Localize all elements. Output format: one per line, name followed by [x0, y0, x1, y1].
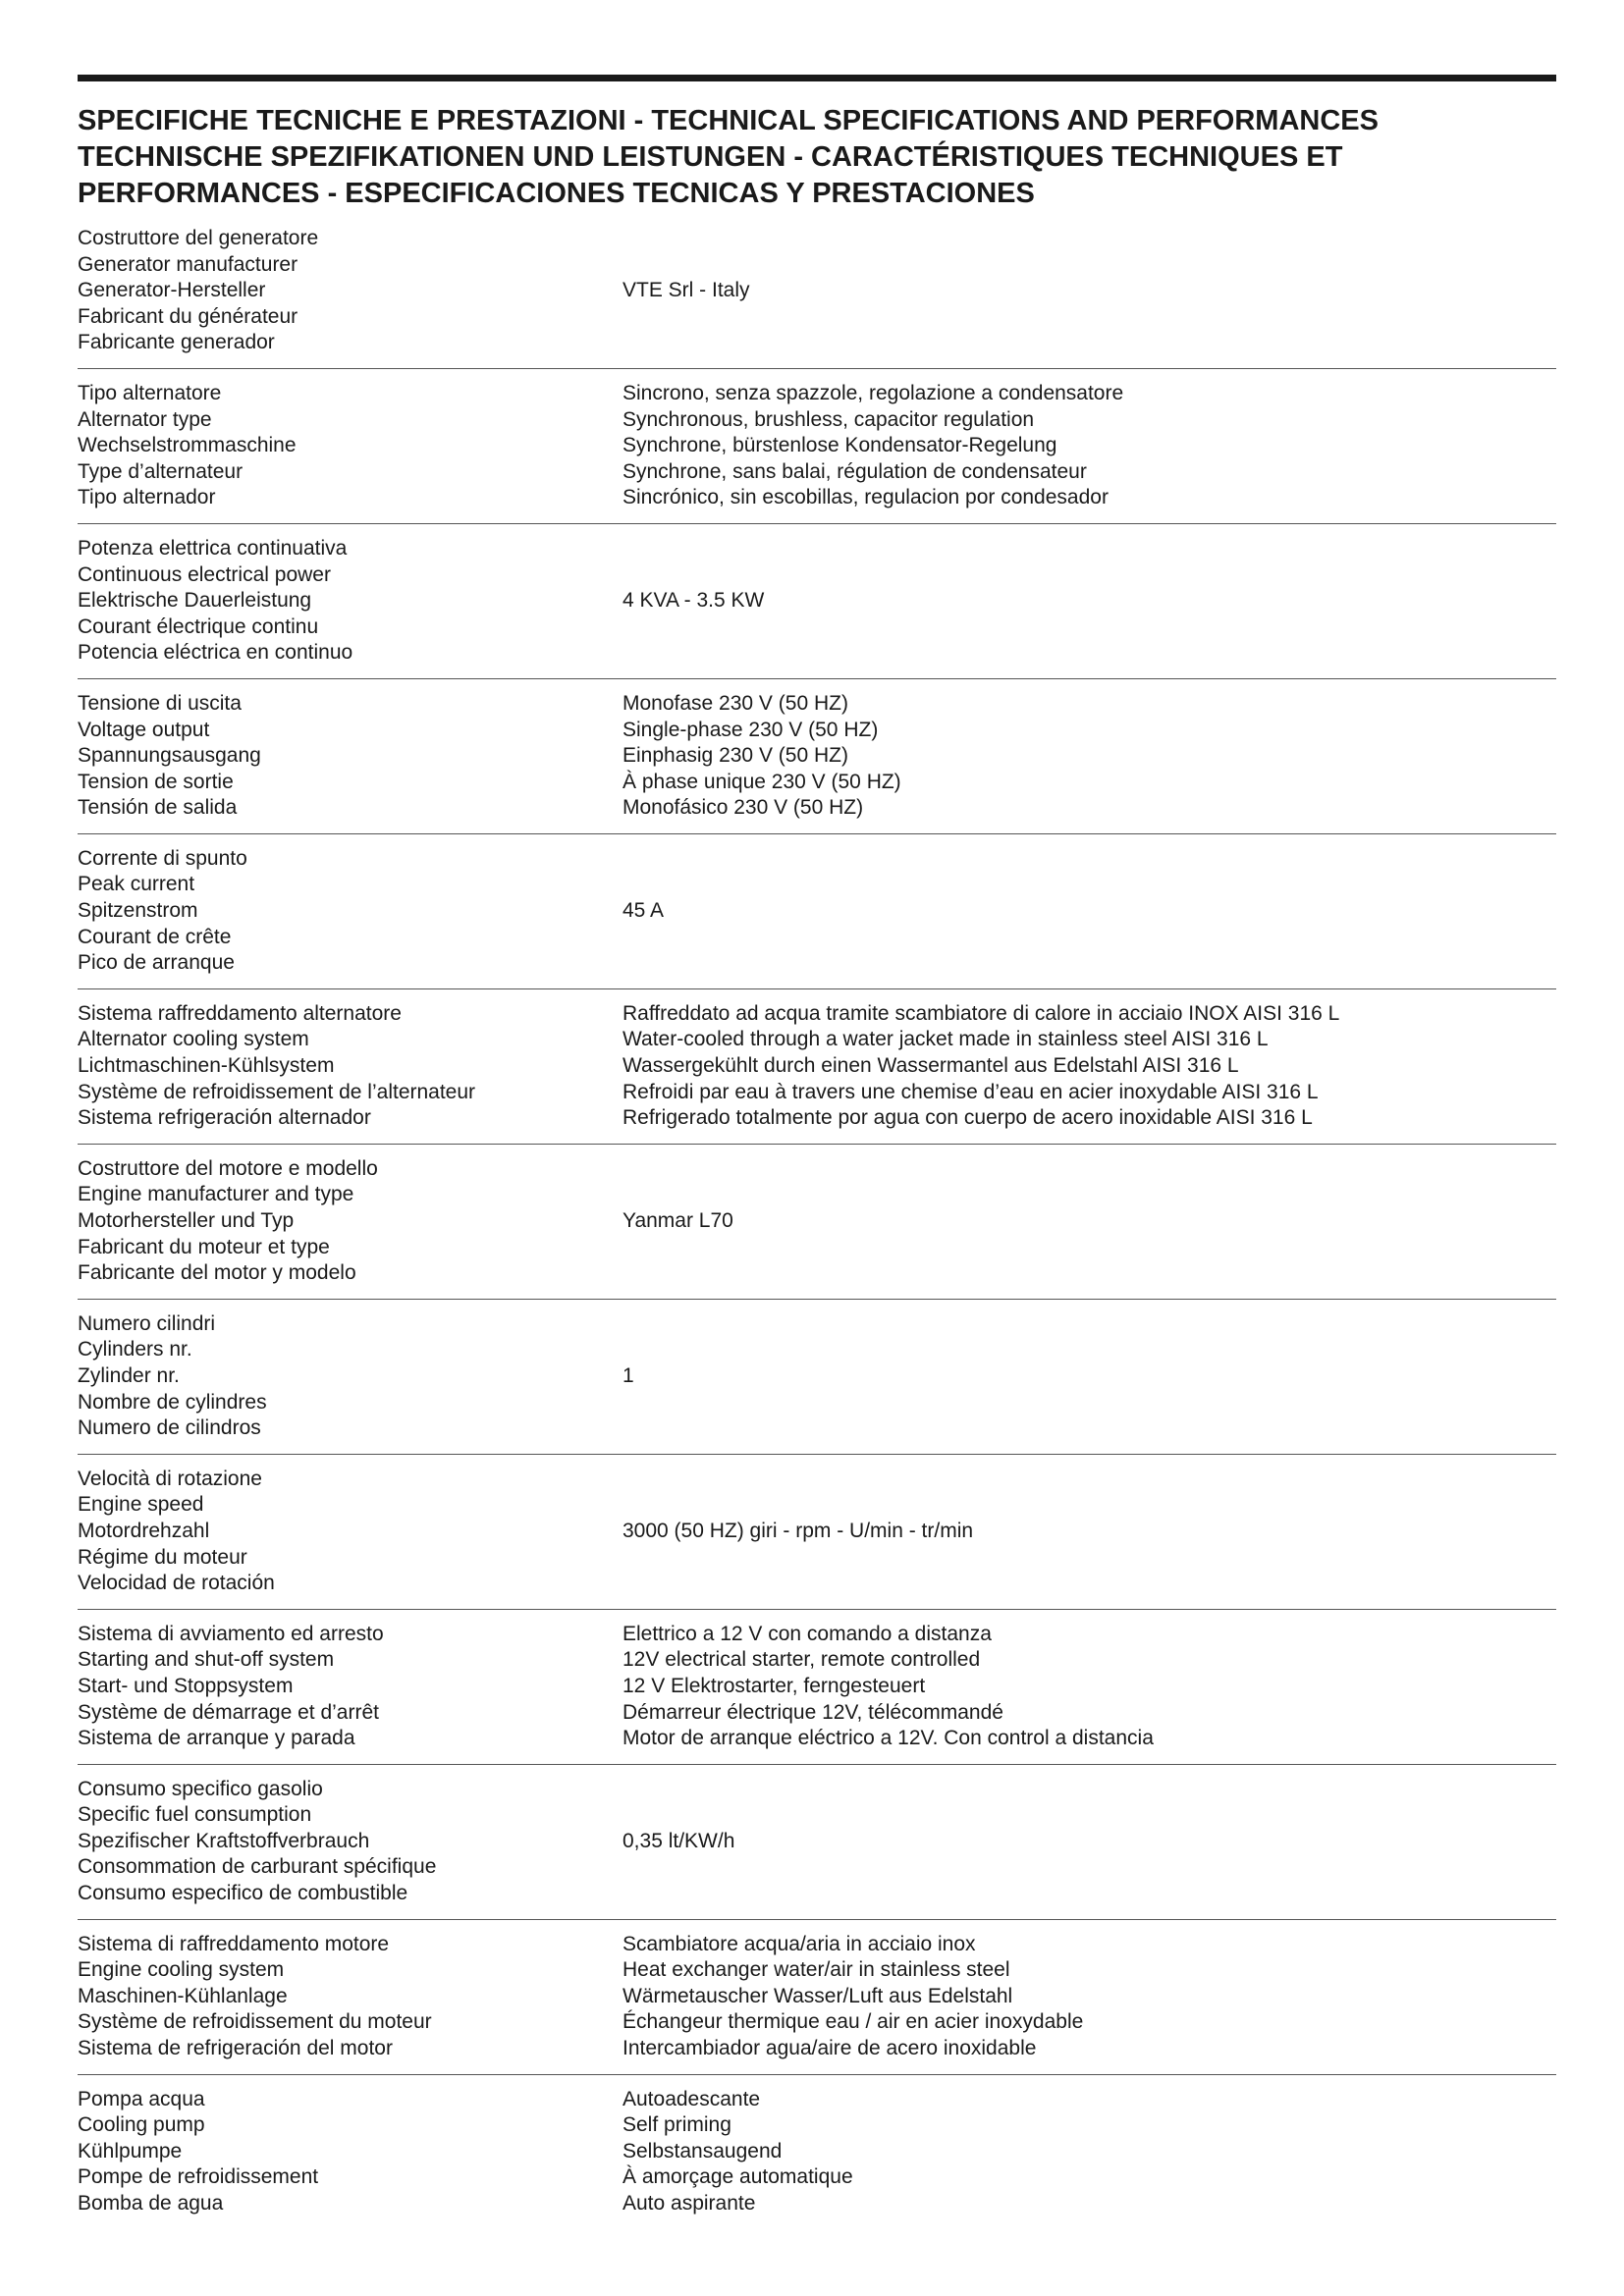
spec-values — [623, 1777, 1556, 1907]
spec-label: Spezifischer Kraftstoffverbrauch — [78, 1829, 370, 1852]
spec-values — [623, 846, 1556, 977]
spec-label: Motorhersteller und Typ — [78, 1209, 295, 1232]
spec-value: 1 — [623, 1363, 634, 1387]
spec-label: Numero cilindri — [78, 1311, 216, 1335]
spec-values — [623, 691, 1556, 822]
spec-value: Autoadescante — [623, 2087, 761, 2110]
spec-labels — [78, 536, 623, 667]
spec-label: Tipo alternatore — [78, 381, 222, 404]
spec-row — [78, 989, 1556, 1145]
spec-label: Kühlpumpe — [78, 2139, 183, 2163]
spec-label: Lichtmaschinen-Kühlsystem — [78, 1054, 335, 1078]
spec-label: Engine manufacturer and type — [78, 1183, 354, 1206]
spec-label: Generator manufacturer — [78, 252, 298, 276]
spec-labels — [78, 2087, 623, 2217]
spec-label: Engine speed — [78, 1493, 204, 1517]
title-line: PERFORMANCES - ESPECIFICACIONES TECNICAS Y PRESTACIONES — [78, 178, 1035, 209]
spec-values — [623, 1622, 1556, 1752]
spec-label: Sistema di avviamento ed arresto — [78, 1622, 384, 1645]
spec-value: À phase unique 230 V (50 HZ) — [623, 770, 901, 793]
spec-label: Nombre de cylindres — [78, 1390, 267, 1414]
spec-row — [78, 1455, 1556, 1610]
spec-values — [623, 1932, 1556, 2062]
spec-value: Monofásico 230 V (50 HZ) — [623, 796, 864, 820]
spec-label: Type d’alternateur — [78, 459, 244, 483]
spec-values — [623, 1311, 1556, 1442]
spec-label: Système de refroidissement du moteur — [78, 2010, 432, 2034]
spec-value: Refroidi par eau à travers une chemise d’eau en acier inoxydable AISI 316 L — [623, 1080, 1319, 1103]
spec-row — [78, 1610, 1556, 1765]
spec-value: Démarreur électrique 12V, télécommandé — [623, 1700, 1003, 1724]
spec-label: Wechselstrommaschine — [78, 434, 297, 457]
spec-value: Heat exchanger water/air in stainless steel — [623, 1958, 1010, 1982]
spec-value: Sincrono, senza spazzole, regolazione a condensatore — [623, 381, 1124, 404]
spec-value: Self priming — [623, 2113, 731, 2137]
spec-label: Pompa acqua — [78, 2087, 205, 2110]
page-title — [78, 103, 1556, 212]
spec-label: Tipo alternador — [78, 486, 216, 509]
spec-value: Raffreddato ad acqua tramite scambiatore di calore in acciaio INOX AISI 316 L — [623, 1001, 1340, 1025]
spec-label: Generator-Hersteller — [78, 279, 266, 302]
spec-value: Synchrone, bürstenlose Kondensator-Regelung — [623, 434, 1057, 457]
spec-label: Peak current — [78, 873, 195, 896]
spec-value: Auto aspirante — [623, 2192, 756, 2215]
spec-label: Cylinders nr. — [78, 1338, 192, 1362]
spec-label: Système de démarrage et d’arrêt — [78, 1700, 379, 1724]
spec-value: Wassergekühlt durch einen Wassermantel aus Edelstahl AISI 316 L — [623, 1054, 1239, 1078]
spec-values — [623, 1156, 1556, 1287]
spec-row — [78, 1145, 1556, 1300]
spec-table — [78, 226, 1556, 2229]
spec-labels — [78, 846, 623, 977]
spec-label: Velocità di rotazione — [78, 1467, 262, 1490]
spec-value: 45 A — [623, 899, 665, 923]
title-line: TECHNISCHE SPEZIFIKATIONEN UND LEISTUNGEN - CARACTÉRISTIQUES TECHNIQUES ET — [78, 141, 1343, 173]
spec-label: Potenza elettrica continuativa — [78, 536, 348, 560]
spec-label: Bomba de agua — [78, 2192, 224, 2215]
spec-label: Consumo specifico gasolio — [78, 1777, 323, 1800]
spec-values — [623, 226, 1556, 356]
spec-label: Fabricant du générateur — [78, 304, 298, 328]
spec-value: Yanmar L70 — [623, 1209, 733, 1232]
spec-label: Sistema di raffreddamento motore — [78, 1932, 390, 1955]
spec-value: 4 KVA - 3.5 KW — [623, 589, 765, 613]
spec-label: Starting and shut-off system — [78, 1648, 335, 1672]
spec-label: Tension de sortie — [78, 770, 234, 793]
spec-row — [78, 2075, 1556, 2229]
spec-values — [623, 381, 1556, 511]
spec-label: Système de refroidissement de l’alternateur — [78, 1080, 476, 1103]
spec-label: Corrente di spunto — [78, 846, 247, 870]
spec-label: Cooling pump — [78, 2113, 205, 2137]
spec-row — [78, 834, 1556, 989]
spec-value: Synchronous, brushless, capacitor regulation — [623, 407, 1035, 431]
spec-values — [623, 2087, 1556, 2217]
spec-label: Alternator type — [78, 407, 212, 431]
spec-label: Alternator cooling system — [78, 1028, 309, 1051]
spec-label: Zylinder nr. — [78, 1363, 180, 1387]
spec-sheet — [78, 75, 1556, 2229]
spec-label: Costruttore del generatore — [78, 227, 319, 249]
spec-value: VTE Srl - Italy — [623, 279, 750, 302]
spec-value: Elettrico a 12 V con comando a distanza — [623, 1622, 992, 1645]
spec-labels — [78, 226, 623, 356]
spec-value: Scambiatore acqua/aria in acciaio inox — [623, 1932, 976, 1955]
spec-value: Échangeur thermique eau / air en acier inoxydable — [623, 2010, 1084, 2034]
spec-label: Spitzenstrom — [78, 899, 198, 923]
spec-value: Einphasig 230 V (50 HZ) — [623, 744, 848, 768]
spec-value: Sincrónico, sin escobillas, regulacion por condesador — [623, 486, 1109, 509]
spec-value: Motor de arranque eléctrico a 12V. Con control a distancia — [623, 1727, 1154, 1750]
spec-label: Velocidad de rotación — [78, 1572, 275, 1595]
spec-label: Potencia eléctrica en continuo — [78, 641, 353, 665]
spec-label: Maschinen-Kühlanlage — [78, 1984, 288, 2007]
spec-value: À amorçage automatique — [623, 2165, 853, 2189]
spec-label: Sistema refrigeración alternador — [78, 1106, 371, 1130]
spec-value: 3000 (50 HZ) giri - rpm - U/min - tr/min — [623, 1519, 974, 1542]
spec-label: Engine cooling system — [78, 1958, 285, 1982]
spec-label: Elektrische Dauerleistung — [78, 589, 312, 613]
spec-label: Sistema de refrigeración del motor — [78, 2037, 393, 2060]
spec-labels — [78, 1001, 623, 1132]
spec-label: Courant électrique continu — [78, 614, 319, 638]
spec-row — [78, 1765, 1556, 1920]
spec-label: Régime du moteur — [78, 1545, 247, 1569]
spec-label: Pompe de refroidissement — [78, 2165, 319, 2189]
spec-labels — [78, 1311, 623, 1442]
spec-label: Numero de cilindros — [78, 1416, 261, 1440]
spec-labels — [78, 691, 623, 822]
spec-label: Sistema raffreddamento alternatore — [78, 1001, 402, 1025]
spec-label: Consommation de carburant spécifique — [78, 1855, 437, 1879]
spec-row — [78, 679, 1556, 834]
spec-label: Voltage output — [78, 718, 210, 741]
top-rule — [78, 75, 1556, 81]
spec-value: 0,35 lt/KW/h — [623, 1829, 735, 1852]
spec-value: Monofase 230 V (50 HZ) — [623, 691, 848, 715]
spec-labels — [78, 381, 623, 511]
spec-value: Single-phase 230 V (50 HZ) — [623, 718, 879, 741]
spec-label: Motordrehzahl — [78, 1519, 210, 1542]
title-line: SPECIFICHE TECNICHE E PRESTAZIONI - TECHNICAL SPECIFICATIONS AND PERFORMANCES — [78, 105, 1379, 136]
spec-label: Fabricante del motor y modelo — [78, 1261, 356, 1285]
spec-value: Intercambiador agua/aire de acero inoxidable — [623, 2037, 1037, 2060]
spec-value: 12V electrical starter, remote controlled — [623, 1648, 981, 1672]
spec-label: Sistema de arranque y parada — [78, 1727, 355, 1750]
spec-labels — [78, 1932, 623, 2062]
spec-label: Costruttore del motore e modello — [78, 1156, 378, 1180]
spec-label: Tensione di uscita — [78, 691, 242, 715]
spec-label: Spannungsausgang — [78, 744, 261, 768]
spec-value: Refrigerado totalmente por agua con cuerpo de acero inoxidable AISI 316 L — [623, 1106, 1313, 1130]
spec-label: Fabricant du moteur et type — [78, 1235, 330, 1258]
spec-row — [78, 1300, 1556, 1455]
spec-label: Specific fuel consumption — [78, 1803, 312, 1827]
spec-labels — [78, 1777, 623, 1907]
spec-values — [623, 536, 1556, 667]
spec-labels — [78, 1467, 623, 1597]
spec-row — [78, 369, 1556, 524]
spec-row — [78, 226, 1556, 369]
spec-value: Wärmetauscher Wasser/Luft aus Edelstahl — [623, 1984, 1013, 2007]
spec-values — [623, 1001, 1556, 1132]
spec-value: 12 V Elektrostarter, ferngesteuert — [623, 1674, 926, 1697]
spec-label: Start- und Stoppsystem — [78, 1674, 294, 1697]
spec-label: Courant de crête — [78, 925, 232, 948]
spec-label: Continuous electrical power — [78, 562, 331, 586]
spec-labels — [78, 1622, 623, 1752]
spec-values — [623, 1467, 1556, 1597]
spec-row — [78, 524, 1556, 679]
spec-label: Pico de arranque — [78, 951, 235, 975]
spec-labels — [78, 1156, 623, 1287]
spec-value: Synchrone, sans balai, régulation de condensateur — [623, 459, 1087, 483]
spec-label: Fabricante generador — [78, 331, 275, 354]
spec-value: Selbstansaugend — [623, 2139, 783, 2163]
spec-label: Consumo especifico de combustible — [78, 1882, 408, 1905]
spec-value: Water-cooled through a water jacket made in stainless steel AISI 316 L — [623, 1028, 1269, 1051]
spec-label: Tensión de salida — [78, 796, 238, 820]
spec-row — [78, 1920, 1556, 2075]
